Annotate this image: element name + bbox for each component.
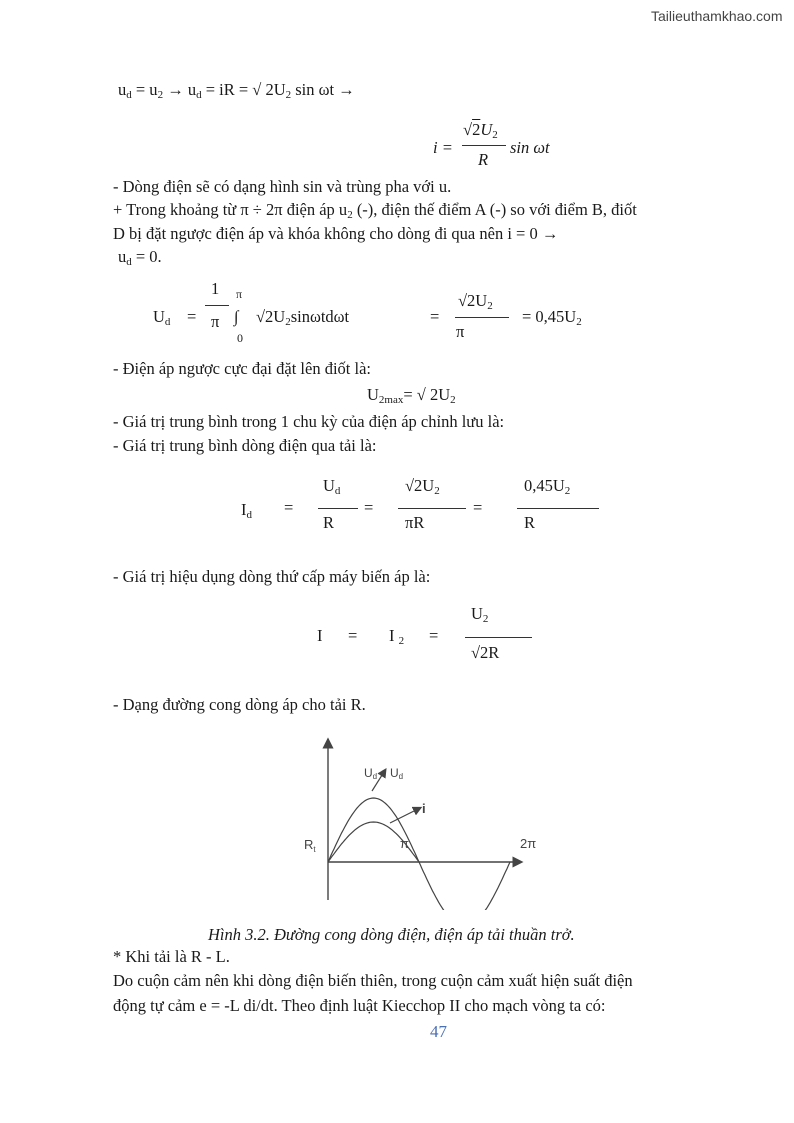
i-arrow [390, 809, 418, 823]
paragraph-3: D bị đặt ngược điện áp và khóa không cho dòng đi qua nên i = 0 → [113, 224, 559, 243]
label-ud-1: Ud [364, 766, 378, 781]
figure-caption: Hình 3.2. Đường cong dòng điện, điện áp tải thuần trở. [208, 925, 575, 944]
paragraph-5: - Điện áp ngược cực đại đặt lên điốt là: [113, 359, 371, 378]
paragraph-10: * Khi tải là R - L. [113, 947, 230, 966]
eq2-numerator: $√2U_2$ [463, 120, 498, 141]
label-i: i [422, 801, 426, 816]
paragraph-2: + Trong khoảng từ π ÷ 2π điện áp $u_2$ (-), điện thế điểm A (-) so với điểm B, điốt [113, 200, 637, 221]
paragraph-7: - Giá trị trung bình dòng điện qua tải là: [113, 436, 377, 455]
label-2pi: 2π [520, 836, 537, 851]
figure-waveform [300, 735, 550, 910]
equation-u2max: $U_{2max}=$ √ $2U_2$ [367, 385, 456, 406]
equation-ud: $u_d = u_2 \to u_d$ = iR = √ $2U_2$ sin ωt → [118, 80, 355, 101]
label-ud-2: Ud [390, 766, 404, 781]
paragraph-8: - Giá trị hiệu dụng dòng thứ cấp máy biến áp là: [113, 567, 431, 586]
watermark: Tailieuthamkhao.com [651, 8, 783, 24]
paragraph-11: Do cuộn cảm nên khi dòng điện biến thiên, trong cuộn cảm xuất hiện suất điện [113, 971, 633, 990]
paragraph-1: - Dòng điện sẽ có dạng hình sin và trùng pha với u. [113, 177, 452, 196]
voltage-curve [328, 798, 510, 910]
paragraph-6: - Giá trị trung bình trong 1 chu kỳ của điện áp chỉnh lưu là: [113, 412, 505, 431]
page-number: 47 [430, 1022, 447, 1041]
paragraph-4: $u_d = 0$. [118, 247, 162, 268]
label-rt: $R_t$ [304, 837, 316, 854]
paragraph-12: động tự cảm e = -L di/dt. Theo định luật Kiecchop II cho mạch vòng ta có: [113, 996, 606, 1015]
label-pi: π [400, 836, 409, 851]
paragraph-9: - Dạng đường cong dòng áp cho tải R. [113, 695, 366, 714]
